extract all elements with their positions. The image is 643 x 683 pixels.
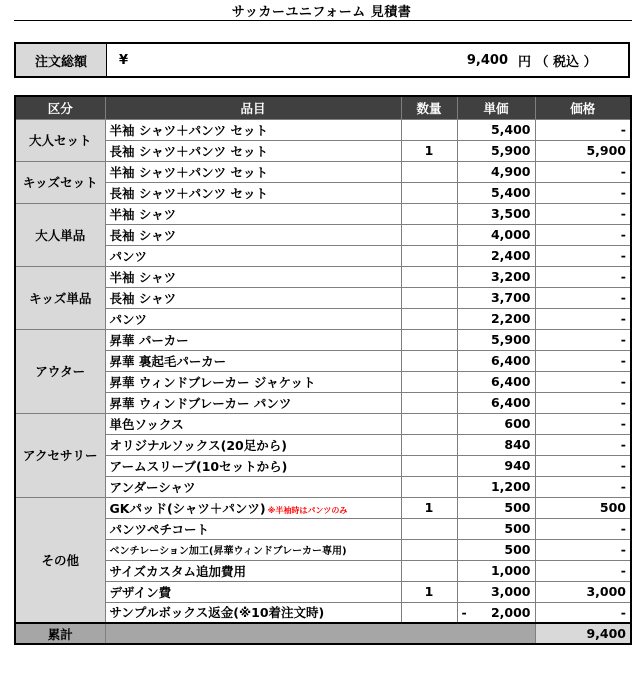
quantity-cell [401,518,457,539]
item-name: 昇華 パーカー [109,332,189,348]
quantity-cell: 1 [401,140,457,161]
quantity-cell: 1 [401,497,457,518]
order-total-amount: 9,400 [466,52,508,68]
table-row [15,539,631,560]
price-cell: - [535,413,631,434]
table-row [15,497,631,518]
quantity-cell [401,329,457,350]
quantity-cell [401,287,457,308]
table-row [15,581,631,602]
quantity-cell [401,266,457,287]
table-row [15,182,631,203]
price-cell: - [535,329,631,350]
unit-price-cell: 2,400 [457,245,535,266]
unit-price-cell: 4,900 [457,161,535,182]
order-total-unit: 円 （ 税込 ） [518,54,597,70]
table-row [15,266,631,287]
item-cell [105,287,401,308]
item-cell [105,371,401,392]
category-cell: キッズ単品 [15,266,105,329]
table-row [15,518,631,539]
quantity-cell [401,308,457,329]
quantity-cell [401,413,457,434]
price-cell: - [535,266,631,287]
header-category: 区分 [15,96,105,119]
table-row [15,203,631,224]
item-name: 長袖 シャツ [109,227,177,243]
item-name: 昇華 ウィンドブレーカー パンツ [109,395,292,411]
estimate-table [14,95,632,645]
table-row [15,602,631,623]
price-cell: - [535,245,631,266]
price-cell: 3,000 [535,581,631,602]
item-cell [105,392,401,413]
price-cell: - [535,203,631,224]
category-cell: その他 [15,497,105,623]
quantity-cell [401,182,457,203]
total-filler [105,623,535,644]
table-row [15,434,631,455]
item-name: 昇華 裏起毛パーカー [109,353,227,369]
item-cell [105,602,401,623]
order-total-box [14,42,630,78]
item-cell [105,161,401,182]
item-cell [105,350,401,371]
item-name: サイズカスタム追加費用 [109,563,247,579]
table-body [15,119,631,644]
item-name: パンツ [109,248,148,264]
item-cell [105,308,401,329]
item-name: 長袖 シャツ＋パンツ セット [109,185,268,201]
item-cell [105,140,401,161]
price-cell: - [535,539,631,560]
unit-price-cell: 4,000 [457,224,535,245]
header-unit-price: 単価 [457,96,535,119]
item-name: 半袖 シャツ [109,269,177,285]
minus-sign: - [461,604,467,620]
item-name: ベンチレーション加工(昇華ウィンドブレーカー専用) [109,546,347,557]
quantity-cell [401,203,457,224]
yen-sign: ¥ [119,52,129,68]
unit-price-cell: 500 [457,497,535,518]
item-name: アームスリーブ(10セットから) [109,458,288,474]
item-cell [105,413,401,434]
quantity-cell [401,539,457,560]
table-row [15,560,631,581]
header-price: 価格 [535,96,631,119]
unit-price-cell: 840 [457,434,535,455]
item-name: アンダーシャツ [109,479,196,495]
table-row [15,161,631,182]
item-cell [105,539,401,560]
item-name: 長袖 シャツ＋パンツ セット [109,143,268,159]
total-row [15,623,631,644]
price-cell: - [535,308,631,329]
price-cell: - [535,224,631,245]
item-name: 単色ソックス [109,416,184,432]
price-cell: - [535,455,631,476]
quantity-cell [401,119,457,140]
item-cell [105,266,401,287]
item-cell [105,455,401,476]
item-name: 半袖 シャツ [109,206,177,222]
price-cell: - [535,392,631,413]
unit-price-cell [457,602,535,623]
item-cell [105,560,401,581]
page-title: サッカーユニフォーム 見積書 [231,5,412,20]
item-cell [105,581,401,602]
quantity-cell [401,350,457,371]
table-row [15,140,631,161]
item-cell [105,329,401,350]
item-name: 昇華 ウィンドブレーカー ジャケット [109,374,316,390]
item-name: 長袖 シャツ [109,290,177,306]
unit-price-cell: 1,200 [457,476,535,497]
item-name: 半袖 シャツ＋パンツ セット [109,164,268,180]
table-row [15,392,631,413]
item-name: パンツペチコート [109,521,210,537]
table-row [15,371,631,392]
quantity-cell [401,371,457,392]
quantity-cell [401,224,457,245]
unit-price-cell: 5,400 [457,119,535,140]
item-name: GKパッド(シャツ＋パンツ) [109,500,266,516]
header-item: 品目 [105,96,401,119]
table-row [15,119,631,140]
unit-price-cell: 600 [457,413,535,434]
unit-price-cell: 3,700 [457,287,535,308]
unit-price-cell: 6,400 [457,371,535,392]
item-name: オリジナルソックス(20足から) [109,437,287,453]
item-name: パンツ [109,311,148,327]
category-cell: 大人単品 [15,203,105,266]
price-cell: - [535,434,631,455]
unit-price-cell: 500 [457,539,535,560]
item-name: サンプルボックス返金(※10着注文時) [109,605,325,621]
price-cell: - [535,560,631,581]
price-cell: - [535,476,631,497]
category-cell: アウター [15,329,105,413]
quantity-cell [401,434,457,455]
item-cell [105,476,401,497]
quantity-cell [401,476,457,497]
category-cell: 大人セット [15,119,105,161]
price-cell: - [535,182,631,203]
item-cell [105,245,401,266]
total-price: 9,400 [535,623,631,644]
unit-price-cell: 5,400 [457,182,535,203]
price-cell: - [535,119,631,140]
order-total-label: 注文総額 [16,44,107,76]
unit-price-cell: 940 [457,455,535,476]
table-row [15,455,631,476]
item-name: 半袖 シャツ＋パンツ セット [109,122,268,138]
unit-price-cell: 3,000 [457,581,535,602]
price-cell: 5,900 [535,140,631,161]
table-row [15,224,631,245]
category-cell: アクセサリー [15,413,105,497]
price-cell: - [535,371,631,392]
table-row [15,413,631,434]
quantity-cell [401,455,457,476]
price-cell: - [535,350,631,371]
category-cell: キッズセット [15,161,105,203]
unit-price-cell: 3,200 [457,266,535,287]
item-cell [105,434,401,455]
quantity-cell [401,245,457,266]
unit-price-cell: 5,900 [457,329,535,350]
unit-price-cell: 6,400 [457,392,535,413]
table-row [15,245,631,266]
price-cell: 500 [535,497,631,518]
unit-price-cell: 500 [457,518,535,539]
quantity-cell [401,602,457,623]
unit-price-cell: 5,900 [457,140,535,161]
unit-price-cell: 2,200 [457,308,535,329]
title-underline [14,20,632,21]
price-cell: - [535,518,631,539]
header-quantity: 数量 [401,96,457,119]
unit-price-value: 2,000 [490,604,531,620]
quantity-cell [401,392,457,413]
total-label: 累計 [15,623,105,644]
table-header-row [15,96,631,119]
table-row [15,308,631,329]
item-name: デザイン費 [109,584,172,600]
unit-price-cell: 6,400 [457,350,535,371]
price-cell: - [535,161,631,182]
unit-price-cell: 3,500 [457,203,535,224]
price-cell: - [535,287,631,308]
quantity-cell [401,161,457,182]
item-cell [105,182,401,203]
quantity-cell [401,560,457,581]
item-note: ※半袖時はパンツのみ [267,505,348,515]
item-cell [105,119,401,140]
table-row [15,476,631,497]
table-row [15,287,631,308]
price-cell: - [535,602,631,623]
quantity-cell: 1 [401,581,457,602]
item-cell [105,203,401,224]
unit-price-cell: 1,000 [457,560,535,581]
item-cell [105,497,401,518]
table-row [15,329,631,350]
table-row [15,350,631,371]
item-cell [105,518,401,539]
item-cell [105,224,401,245]
